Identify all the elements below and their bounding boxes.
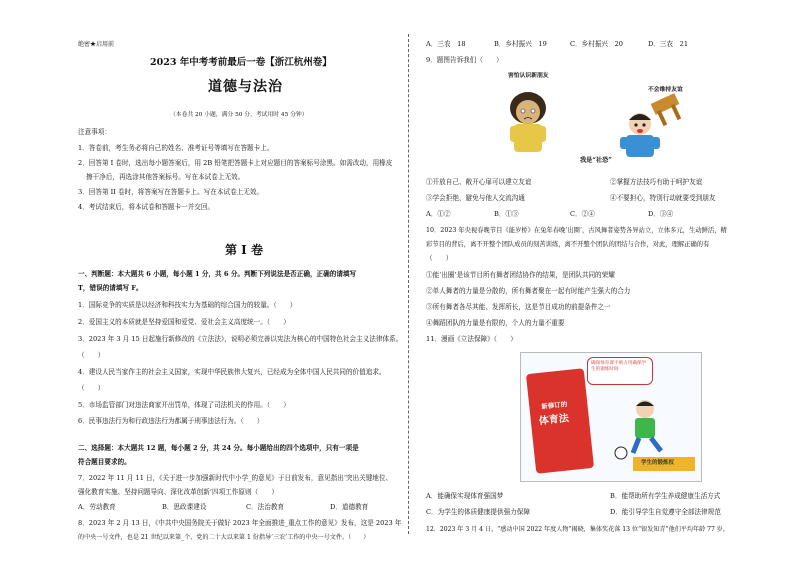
q8-option-a: A．三农 18 [426,40,466,48]
judge-item-4-blank: （ ） [78,384,105,392]
section1-heading-cont: T，错误的请填写 F。 [78,284,143,292]
cartoon-figures-icon [480,70,730,160]
judge-item-3: 3．2023 年 3 月 15 日起施行新修改的《立法法》，说明必须完善以宪法为核心的中国特色社会主义法律体系。 [78,335,403,343]
q9-item-3: ③学会拒绝，避免与他人交流沟通 [426,194,525,202]
sports-law-cartoon [520,352,702,482]
question-9: 9．题图告诉我们（ ） [426,56,503,64]
q9-option-c: C．②④ [570,210,595,218]
q9-option-b: B．①③ [494,210,519,218]
left-caption: 害怕认识新朋友 [508,73,549,79]
q10-item-3: ③所有舞者各尽其能、发挥所长，这是节目成功的前提条件之一 [426,303,611,311]
subject-title: 道德与法治 [208,79,283,95]
question-12: 12．2023 年 3 月 4 日，“感动中国 2022 年度人物”揭晓，集体奖花落 13 位“银发知青”他们平均年龄 77 岁， [426,526,729,533]
q9-item-4: ④不要担心，特别行动就要受到朋友 [610,194,716,202]
q11-option-d: D．能引导学生自觉遵守全部法律规范 [610,508,721,516]
q8-option-d: D．三农 21 [648,40,689,48]
notes-heading: 注意事项： [78,128,111,136]
q10-item-2: ②单人舞者的力量是分散的，所有舞者聚在一起有时能产生强大的合力 [426,287,631,295]
question-8: 8．2023 年 2 月 13 日，《中共中央国务院关于做好 2023 年全面推进_重点工作的意见》发布，这是 2023 年 [78,519,402,527]
question-7-cont: 强化教育实施、坚持问题导向、深化改革创新’四项工作原则（ ） [78,488,278,496]
question-8-cont: 的中央一号文件，也是 21 世纪以来第_个、党的二十大以来第 1 份指导‘三农’工作的中央一号文件。（ ） [78,534,370,541]
question-7: 7．2022 年 11 月 11 日，《关于进一步加强新时代中小学_的意见》于日前发布，意见指出‘突出关键地位、 [78,474,393,482]
q7-option-b: B．思政课建设 [162,503,207,511]
exam-title: 2023 年中考考前最后一卷【浙江杭州卷】 [150,57,332,68]
secret-label: 绝密★启用前 [78,41,115,48]
q9-item-1: ①开放自己、敞开心扉可以建立友谊 [426,178,532,186]
q11-option-c: C．为学生的体质健康提供强力保障 [426,508,530,516]
note-item: 擦干净后，再选涂其他答案标号。写在本试卷上无效。 [86,173,245,181]
note-item: 3．回答第 II 卷时，将答案写在答题卡上。写在本试卷上无效。 [78,188,264,196]
section2-heading: 二、选择题：本大题共 12 题，每小题 2 分，共 24 分。每小题给出的四个选项中，只有一项是 [78,444,359,452]
q10-item-4: ④舞蹈团队的力量是有限的，个人的力量不重要 [426,319,565,327]
column-divider [408,34,409,534]
book-title-1: 新修订的 [541,400,568,411]
judge-item-3-blank: （ ） [78,351,105,359]
q9-option-d: D．③④ [648,210,674,218]
q9-item-2: ②掌握方法技巧有助于呵护友谊 [610,178,703,186]
q7-option-a: A．劳动教育 [78,503,116,511]
note-item: 4．考试结束后，将本试卷和答题卡一并交回。 [78,203,215,211]
book-title-2: 体育法 [538,413,570,428]
section2-heading-cont: 符合题目要求的。 [78,458,131,466]
q9-option-a: A．①② [426,210,451,218]
question-11: 11．漫画《立法保障》（ ） [426,335,517,343]
q7-option-d: D．道德教育 [330,503,369,511]
social-anxiety-illustration [480,70,730,168]
q7-option-c: C．法治教育 [246,503,285,511]
judge-item-6: 6．民事违法行为和行政违法行为都属于刑事违法行为。（ ） [78,417,264,425]
q11-option-b: B．能帮助所有学生养成健康生活方式 [610,492,721,500]
volume-heading: 第 I 卷 [225,243,263,257]
right-caption: 不会维持友谊 [648,87,683,93]
bottom-caption: 我是“社恐” [580,157,612,164]
exam-subtitle: （本卷共 20 小题，满分 50 分，考试用时 45 分钟） [170,112,308,118]
judge-item-2: 2．爱国主义的本质就是坚持爱国和爱党、爱社会主义高度统一。（ ） [78,318,290,326]
platform-sign: 学生的锻炼权 [641,460,675,466]
q8-option-c: C．乡村振兴 20 [570,40,623,48]
q11-option-a: A．能确保实现体育强国梦 [426,492,504,500]
q8-option-b: B．乡村振兴 19 [494,40,547,48]
q10-item-1: ①能‘出圈’是该节目所有舞者团结协作的结果，是团队共同的荣耀 [426,271,615,279]
judge-item-5: 5．市场监管部门对违法商家开出罚单，体现了司法机关的作用。（ ） [78,401,290,409]
judge-item-4: 4．建设人民当家作主的社会主义国家，实现中华民族伟大复兴，已经成为全体中国人民共同的价值追求。 [78,368,386,376]
question-10-blank: （ ） [426,254,453,262]
bubble-text: 确保体育课不被占用确保学生的锻炼时间 [591,361,647,372]
section1-heading: 一、判断题：本大题共 6 小题，每小题 1 分，共 6 分。判断下列说法是否正确，正确的请填写 [78,270,357,278]
note-item: 2．回答第 I 卷时，选出每小题答案后，用 2B 铅笔把答题卡上对应题目的答案标号涂黑。如需改动，用橡皮 [78,159,393,167]
question-10-cont: 彩节目的背后，离不开整个团队成员的刻苦训练，离不开整个团队的团结与合作，对此，理解正确的有 [426,241,710,248]
judge-item-1: 1．国际竞争的实质是以经济和科技实力为基础的综合国力的较量。（ ） [78,301,297,309]
question-10: 10．2023 年央视春晚节目《能岁桥》在兔年春晚‘出圈’，古风舞者姿势各异站立，立体多元，生动鲜活，精 [426,227,727,234]
right-column [420,0,794,562]
note-item: 1．答卷前，考生务必将自己的姓名、准考证号等填写在答题卡上。 [78,144,274,152]
